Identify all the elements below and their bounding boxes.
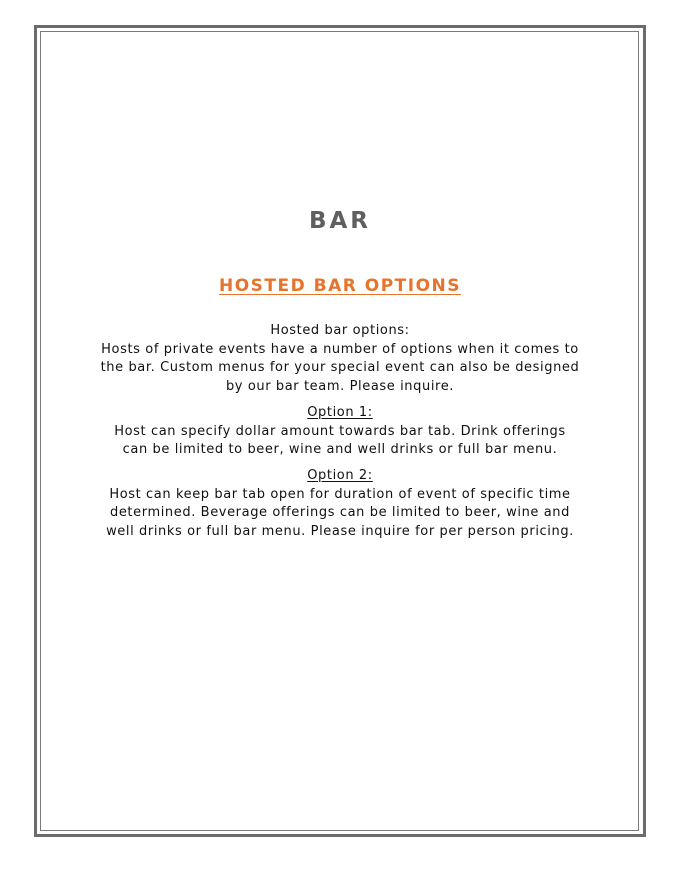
intro-block: [60, 322, 620, 396]
option-2-text: Host can keep bar tab open for duration of event of specific time determined. Beverage offerings can be limited to beer, wine and well drinks or full bar menu. Please inquire for per person pricing.: [106, 486, 574, 539]
option-2-heading: Option 2:: [307, 468, 373, 483]
option-1-block: [60, 404, 620, 460]
page-title: BAR: [308, 208, 372, 234]
intro-text: Hosts of private events have a number of options when it comes to the bar. Custom menus for your special event can also be designed by our bar team. Please inquire.: [100, 341, 580, 394]
section-title: HOSTED BAR OPTIONS: [218, 276, 462, 296]
option-1-heading: Option 1:: [307, 405, 373, 420]
option-1-text: Host can specify dollar amount towards bar tab. Drink offerings can be limited to beer, wine and well drinks or full bar menu.: [114, 423, 566, 457]
intro-heading: Hosted bar options:: [270, 323, 410, 338]
option-2-block: [60, 467, 620, 541]
